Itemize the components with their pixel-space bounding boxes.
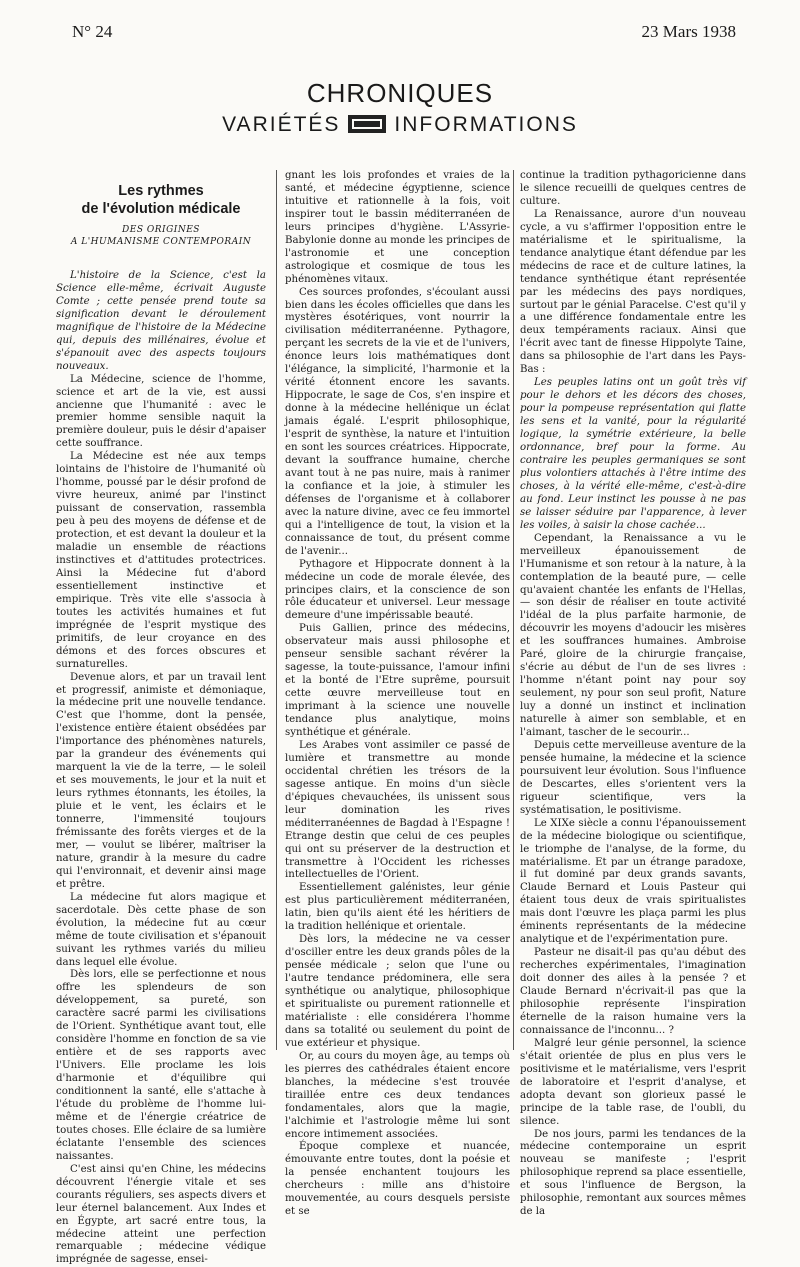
ornament-icon bbox=[348, 115, 386, 133]
paragraph: Cependant, la Renaissance a vu le merveilleux épanouissement de l'Humanisme et son retour à la nature, à la contemplation de la beauté pure, — celle qu'avaient chantée les enfants de l'Hellas, — son désir de réaliser en toute activité l'idéal de la plus parfaite harmonie, de découvrir les moyens d'adoucir les misères et les souffrances humaines. Ambroise Paré, gloire de la chirurgie française, s'écrie au début de l'un de ses livres : l'homme n'étant point nay pour soy seulement, ny pour son seul profit, Nature luy a donné un instinct et inclination naturelle à aimer son semblable, et en l'aimant, tascher de le secourir... bbox=[520, 532, 746, 738]
paragraph: Or, au cours du moyen âge, au temps où les pierres des cathédrales étaient encore blanches, la médecine s'est trouvée tiraillée entre ces deux tendances fondamentales, alors que la magie, l'alchimie et l'astrologie même lui sont encore intimement associées. bbox=[285, 1050, 510, 1140]
article-subtitle-line-2: A L'HUMANISME CONTEMPORAIN bbox=[70, 237, 252, 247]
paragraph: Malgré leur génie personnel, la science s'était orientée de plus en plus vers le positivisme et le matérialisme, vers l'esprit de laboratoire et l'esprit d'analyse, et adopta devant son glorieux passé le principe de la table rase, de l'oubli, du silence. bbox=[520, 1037, 746, 1127]
article-subtitle bbox=[56, 224, 266, 248]
paragraph: Pythagore et Hippocrate donnent à la médecine un code de morale élevée, des principes clairs, et la conscience de son rôle éducateur et universel. Leur message demeure d'une impérissable beauté. bbox=[285, 558, 510, 622]
column-3 bbox=[520, 170, 746, 1219]
paragraph: C'est ainsi qu'en Chine, les médecins découvrent l'énergie vitale et ses courants réguliers, ses aspects divers et leur éternel balancement. Aux Indes et en Égypte, art sacré entre tous, la médecine atteint une perfection remarquable ; médecine védique imprégnée de sagesse, ensei- bbox=[56, 1163, 266, 1266]
column-1 bbox=[56, 170, 266, 1267]
paragraph: Depuis cette merveilleuse aventure de la pensée humaine, la médecine et la science poursuivent leur évolution. Sous l'influence de Descartes, elles s'orientent vers la rigueur scientifique, vers la systématisation, le positivisme. bbox=[520, 739, 746, 816]
paragraph: L'histoire de la Science, c'est la Science elle-même, écrivait Auguste Comte ; cette pensée prend toute sa signification devant le déroulement magnifique de l'histoire de la Médecine qui, depuis des millénaires, évolue et s'épanouit avec des aspects toujours nouveaux. bbox=[56, 270, 266, 372]
masthead-subtitle bbox=[0, 113, 800, 137]
quote-paragraph: Les peuples latins ont un goût très vif pour le dehors et les décors des choses, pour la pompeuse représentation qui flatte les sens et la vanité, pour la régularité logique, la symétrie extérieure, la belle ordonnance, bref pour la forme. Au contraire les peuples germaniques se sont plus volontiers attachés à l'être intime des choses, à la vérité elle-même, c'est-à-dire au fond. Leur instinct les pousse à ne pas se laisser séduire par l'apparence, à lever les voiles, à saisir la chose cachée... bbox=[520, 377, 746, 531]
paragraph: De nos jours, parmi les tendances de la médecine contemporaine un esprit nouveau se manifeste ; l'esprit philosophique reprend sa place essentielle, et sous l'influence de Bergson, la philosophie, remontant aux sources mêmes de la bbox=[520, 1128, 746, 1218]
paragraph: Le XIXe siècle a connu l'épanouissement de la médecine biologique ou scientifique, le triomphe de l'analyse, de la forme, du matérialisme. Et par un étrange paradoxe, il fut dominé par deux grands savants, Claude Bernard et Louis Pasteur qui étaient tous deux de vrais spiritualistes mais dont l'œuvre les plaça parmi les plus éminents représentants de la médecine analytique et de l'expérimentation pure. bbox=[520, 817, 746, 946]
paragraph: La Médecine, science de l'homme, science et art de la vie, est aussi ancienne que l'humanité : avec le premier homme sensible naquit la première douleur, puis le désir d'apaiser cette souffrance. bbox=[56, 373, 266, 450]
masthead-title: CHRONIQUES bbox=[306, 78, 494, 108]
paragraph: gnant les lois profondes et vraies de la santé, et médecine égyptienne, science intuitive et rationnelle à la fois, voit inspirer tout le bassin méditerranéen de leurs principes d'hygiène. L'Assyrie-Babylonie donne au monde les principes de l'astronomie et une conception astrologique et cosmique de tous les phénomènes vitaux. bbox=[285, 170, 510, 285]
article-title bbox=[56, 182, 266, 218]
issue-number: N° 24 bbox=[72, 22, 113, 41]
page-header bbox=[58, 16, 742, 41]
paragraph: Essentiellement galénistes, leur génie est plus particulièrement méditerranéen, latin, bien qu'ils aient été les héritiers de la tradition hellénique et orientale. bbox=[285, 882, 510, 933]
paragraph: continue la tradition pythagoricienne dans le silence recueilli de quelques centres de culture. bbox=[520, 170, 746, 207]
column-1-body bbox=[56, 270, 266, 1267]
masthead-left: VARIÉTÉS bbox=[222, 113, 341, 136]
paragraph: La Médecine est née aux temps lointains de l'histoire de l'humanité où l'homme, poussé par le désir profond de vivre heureux, animé par l'instinct puissant de conservation, rassembla peu à peu des moyens de défense et de protection, et est devant la douleur et la maladie un ensemble de réactions instinctives et d'attitudes protectrices. Ainsi la Médecine fut d'abord essentiellement instinctive et empirique. Très vite elle s'associa à toutes les activités humaines et fut imprégnée de l'esprit mystique des primitifs, de leur croyance en des démons et des forces obscures et surnaturelles. bbox=[56, 451, 266, 670]
column-rule bbox=[513, 170, 514, 1050]
paragraph: Dès lors, elle se perfectionne et nous offre les splendeurs de son développement, sa pureté, son caractère sacré parmi les civilisations de l'Orient. Synthétique avant tout, elle considère l'homme en fonction de sa vie entière et de ses rapports avec l'Univers. Elle proclame les lois d'harmonie et d'équilibre qui conditionnent la santé, elle s'attache à l'étude du problème de l'homme lui-même et de l'énergie créatrice de toutes choses. Elle éclaire de sa lumière éclatante l'ensemble des sciences naissantes. bbox=[56, 969, 266, 1162]
paragraph: La médecine fut alors magique et sacerdotale. Dès cette phase de son évolution, la médecine fut au cœur même de toute civilisation et s'épanouit suivant les rythmes variés du milieu dans lequel elle évolue. bbox=[56, 891, 266, 968]
masthead-right: INFORMATIONS bbox=[394, 113, 578, 136]
column-2 bbox=[285, 170, 510, 1219]
paragraph: Pasteur ne disait-il pas qu'au début des recherches expérimentales, l'imagination doit donner des ailes à la pensée ? et Claude Bernard n'écrivait-il pas que la philosophie représente l'inspiration éternelle de la raison humaine vers la connaissance de l'inconnu... ? bbox=[520, 947, 746, 1036]
article-title-line-2: de l'évolution médicale bbox=[81, 201, 241, 217]
article-title-line-1: Les rythmes bbox=[118, 183, 204, 199]
paragraph: Les Arabes vont assimiler ce passé de lumière et transmettre au monde occidental chrétien les trésors de la sagesse antique. En moins d'un siècle d'épiques chevauchées, ils unissent sous leur domination les rives méditerranéennes de Bagdad à l'Espagne ! Etrange destin que celui de ces peuples qui ont su préserver de la destruction et transmettre à l'Occident les richesses intellectuelles de l'Orient. bbox=[285, 739, 510, 881]
paragraph: Époque complexe et nuancée, émouvante entre toutes, dont la poésie et la pensée enchantent toujours les chercheurs : mille ans d'histoire mouvementée, au cours desquels persiste et se bbox=[285, 1141, 510, 1218]
article-subtitle-line-1: DES ORIGINES bbox=[122, 225, 200, 235]
column-rule bbox=[276, 170, 277, 1050]
paragraph: Devenue alors, et par un travail lent et progressif, animiste et démoniaque, la médecine prit une nouvelle tendance. C'est que l'homme, dont la pensée, l'existence entière étaient obsédées par l'importance des phénomènes naturels, par la grandeur des événements qui marquent la vie de la terre, — le soleil et ses mouvements, le jour et la nuit et leurs rythmes étonnants, les étoiles, la pluie et le vent, les éclairs et le tonnerre, l'immensité toujours frémissante des forêts vierges et de la mer, — voulut se libérer, maîtriser la nature, grandir à la mesure du cadre qui l'environnait, et devenir ainsi mage et prêtre. bbox=[56, 671, 266, 890]
masthead bbox=[0, 78, 800, 137]
issue-date: 23 Mars 1938 bbox=[641, 22, 736, 41]
paragraph: Ces sources profondes, s'écoulant aussi bien dans les écoles officielles que dans les mystères ésotériques, vont nourrir la civilisation méditerranéenne. Pythagore, perçant les secrets de la vie et de l'univers, énonce leurs lois mathématiques dont l'élégance, la simplicité, l'harmonie et la vérité étonnent encore les savants. Hippocrate, le sage de Cos, s'en inspire et donne à la médecine hellénique un éclat jamais égalé. L'esprit philosophique, l'esprit de synthèse, la nature et l'intuition en sont les sources créatrices. Hippocrate, devant la souffrance humaine, cherche avant tout à ne pas nuire, mais à ranimer la confiance et la joie, à stimuler les défenses de l'organisme et à collaborer avec la nature divine, avec ce feu immortel qui a l'intelligence de tout, la vision et la connaissance de tout, du présent comme de l'avenir... bbox=[285, 286, 510, 557]
paragraph: La Renaissance, aurore d'un nouveau cycle, a vu s'affirmer l'opposition entre le matérialisme et le spiritualisme, la tendance analytique étant défendue par les médecins de race et de culture latines, la tendance synthétique étant représentée par les médecins des pays nordiques, surtout par le génial Paracelse. C'est qu'il y a une différence fondamentale entre les deux tempéraments raciaux. Ainsi que l'écrit avec tant de finesse Hippolyte Taine, dans sa philosophie de l'art dans les Pays-Bas : bbox=[520, 208, 746, 376]
paragraph: Puis Gallien, prince des médecins, observateur mais aussi philosophe et penseur sensible sachant révérer la sagesse, la toute-puissance, l'amour infini et la bonté de l'Etre suprême, poursuit cette œuvre merveilleuse tout en imprimant à la science une nouvelle tendance plus analytique, moins synthétique et générale. bbox=[285, 623, 510, 738]
paragraph: Dès lors, la médecine ne va cesser d'osciller entre les deux grands pôles de la pensée médicale ; selon que l'une ou l'autre tendance prédominera, elle sera synthétique ou analytique, philosophique et spiritualiste ou purement rationnelle et matérialiste : elle considérera l'homme dans sa totalité ou seulement du point de vue extérieur et physique. bbox=[285, 934, 510, 1049]
